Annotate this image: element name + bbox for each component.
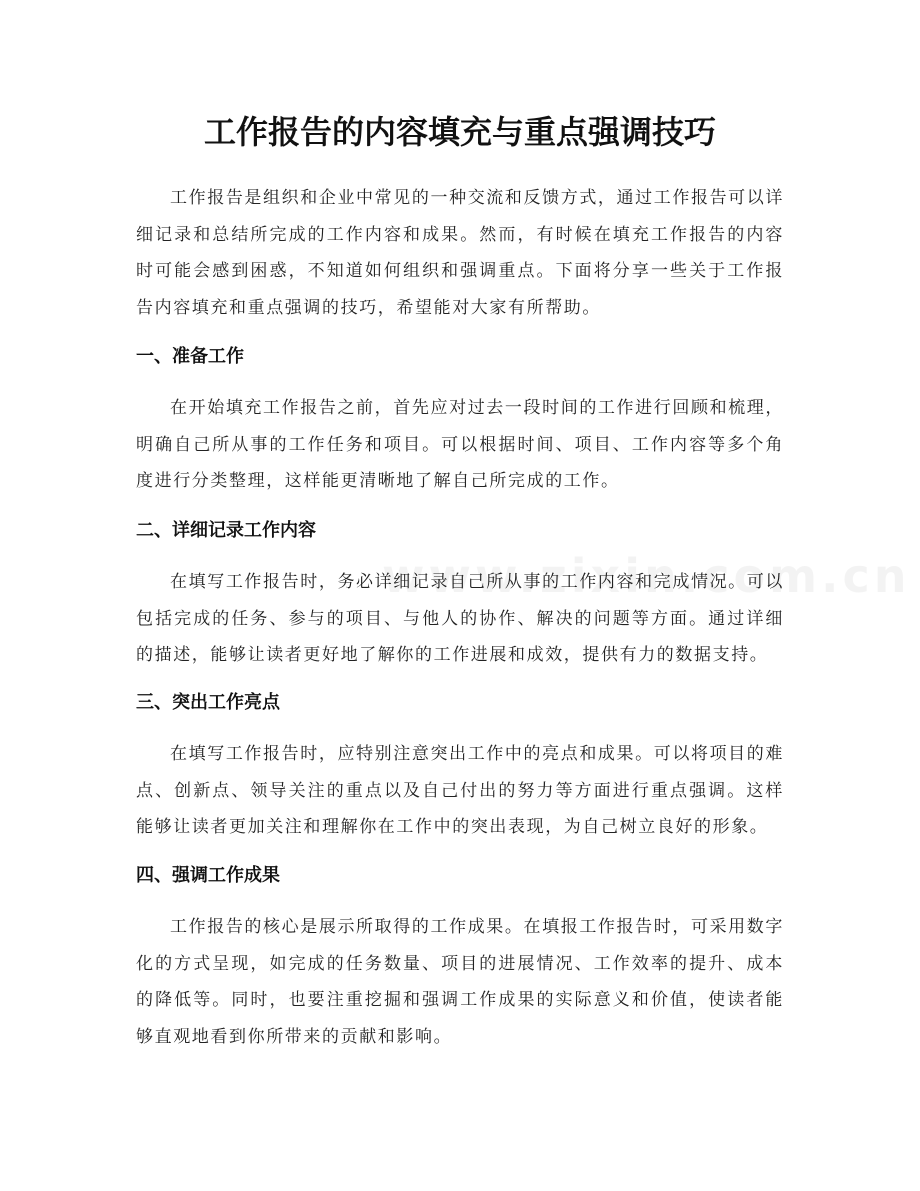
page-title: 工作报告的内容填充与重点强调技巧 (203, 113, 716, 151)
watermark (382, 548, 911, 604)
section-heading-preparation: 一、准备工作 (136, 346, 244, 367)
section-body-preparation: 在开始填充工作报告之前，首先应对过去一段时间的工作进行回顾和梳理，明确自己所从事的工作任务和项目。可以根据时间、项目、工作内容等多个角度进行分类整理，这样能更清晰地了解自己所完成的工作。 (136, 398, 784, 491)
section-heading-highlights: 三、突出工作亮点 (136, 692, 280, 713)
section-body-results: 工作报告的核心是展示所取得的工作成果。在填报工作报告时，可采用数字化的方式呈现，如完成的任务数量、项目的进展情况、工作效率的提升、成本的降低等。同时，也要注重挖掘和强调工作成果的实际意义和价值，使读者能够直观地看到你所带来的贡献和影响。 (136, 917, 784, 1047)
section-body-highlights: 在填写工作报告时，应特别注意突出工作中的亮点和成果。可以将项目的难点、创新点、领导关注的重点以及自己付出的努力等方面进行重点强调。这样能够让读者更加关注和理解你在工作中的突出表现，为自己树立良好的形象。 (136, 744, 784, 837)
section-body-record: 在填写工作报告时，务必详细记录自己所从事的工作内容和完成情况。可以包括完成的任务、参与的项目、与他人的协作、解决的问题等方面。通过详细的描述，能够让读者更好地了解你的工作进展和成效，提供有力的数据支持。 (136, 572, 784, 665)
section-heading-record: 二、详细记录工作内容 (136, 520, 316, 541)
section-heading-results: 四、强调工作成果 (136, 865, 280, 886)
intro-paragraph: 工作报告是组织和企业中常见的一种交流和反馈方式，通过工作报告可以详细记录和总结所完成的工作内容和成果。然而，有时候在填充工作报告的内容时可能会感到困惑，不知道如何组织和强调重点。下面将分享一些关于工作报告内容填充和重点强调的技巧，希望能对大家有所帮助。 (136, 188, 784, 318)
